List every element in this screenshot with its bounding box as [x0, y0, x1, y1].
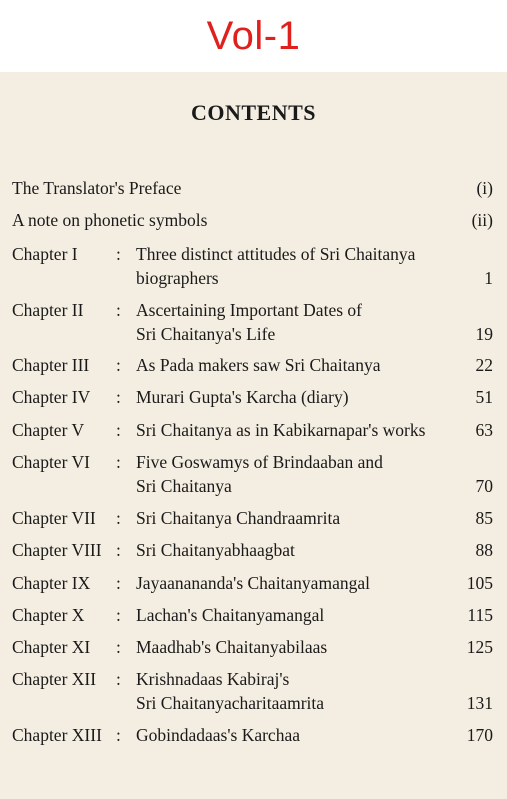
toc-front-matter-row: [12, 176, 493, 200]
toc-separator: :: [116, 508, 121, 528]
toc-chapter-title-line: Jayaanananda's Chaitanyamangal: [136, 573, 370, 593]
toc-separator: :: [116, 540, 121, 560]
toc-chapter-label: Chapter IX: [12, 573, 91, 593]
toc-chapter-title: [136, 450, 383, 498]
toc-separator: :: [116, 452, 121, 472]
toc-chapter-row: [12, 603, 493, 627]
toc-chapter-label: Chapter X: [12, 605, 85, 625]
toc-chapter-row: [12, 506, 493, 530]
toc-page-number: 125: [466, 637, 493, 657]
toc-chapter-title: [136, 667, 324, 715]
toc-separator: :: [116, 387, 121, 407]
toc-chapter-title-line: Sri Chaitanya's Life: [136, 324, 276, 344]
toc-chapter-title: [136, 603, 324, 627]
toc-separator: :: [116, 244, 121, 264]
toc-chapter-row: [12, 353, 493, 377]
toc-chapter-label: Chapter VII: [12, 508, 96, 528]
toc-chapter-title-line: biographers: [136, 268, 219, 288]
toc-chapter-row: [12, 538, 493, 562]
volume-label: Vol-1: [206, 13, 301, 58]
toc-chapter-title: [136, 418, 425, 442]
toc-page-number: 105: [466, 573, 493, 593]
toc-page-number: 88: [475, 540, 493, 560]
toc-front-matter-row: [12, 208, 493, 232]
toc-page-number: 63: [475, 420, 493, 440]
toc-separator: :: [116, 300, 121, 320]
toc-chapter-title-line: Krishnadaas Kabiraj's: [136, 669, 290, 689]
toc-chapter-title-line: Gobindadaas's Karchaa: [136, 725, 300, 745]
toc-chapter-title: [136, 506, 340, 530]
toc-chapter-label: Chapter XI: [12, 637, 91, 657]
toc-page-number: 51: [475, 387, 493, 407]
toc-separator: :: [116, 573, 121, 593]
contents-heading: CONTENTS: [190, 100, 317, 125]
toc-page-number: 131: [466, 693, 493, 713]
toc-page-number: 19: [475, 324, 493, 344]
toc-chapter-title-line: Sri Chaitanyacharitaamrita: [136, 693, 325, 713]
toc-chapter-title-line: Maadhab's Chaitanyabilaas: [136, 637, 328, 657]
toc-separator: :: [116, 605, 121, 625]
toc-chapter-title-line: Sri Chaitanyabhaagbat: [136, 540, 295, 560]
toc-separator: :: [116, 420, 121, 440]
toc-chapter-label: Chapter VI: [12, 452, 90, 472]
toc-chapter-title-line: Sri Chaitanya: [136, 476, 232, 496]
toc-separator: :: [116, 725, 121, 745]
toc-chapter-title: [136, 242, 415, 290]
toc-page-number: (i): [476, 178, 493, 198]
toc-separator: :: [116, 669, 121, 689]
toc-chapter-row: [12, 723, 493, 747]
toc-chapter-title: [136, 538, 295, 562]
toc-chapter-row: [12, 450, 493, 498]
toc-entry-title: The Translator's Preface: [12, 178, 182, 198]
toc-chapter-title-line: Murari Gupta's Karcha (diary): [136, 387, 349, 407]
toc-chapter-title-line: Five Goswamys of Brindaaban and: [136, 452, 383, 472]
toc-chapter-title-line: Lachan's Chaitanyamangal: [136, 605, 325, 625]
toc-entry-title: A note on phonetic symbols: [12, 210, 208, 230]
toc-chapter-label: Chapter I: [12, 244, 78, 264]
toc-page-number: 1: [484, 268, 493, 288]
toc-chapter-title: [136, 635, 327, 659]
toc-chapter-row: [12, 298, 493, 346]
toc-chapter-title-line: Three distinct attitudes of Sri Chaitanya: [136, 244, 416, 264]
toc-chapter-row: [12, 385, 493, 409]
toc-chapter-label: Chapter XII: [12, 669, 97, 689]
toc-chapter-label: Chapter III: [12, 355, 90, 375]
toc-chapter-row: [12, 418, 493, 442]
toc-chapter-title: [136, 353, 380, 377]
toc-chapter-row: [12, 667, 493, 715]
toc-separator: :: [116, 637, 121, 657]
toc-chapter-title: [136, 723, 300, 747]
contents-page: [0, 72, 507, 799]
toc-chapter-title-line: Sri Chaitanya Chandraamrita: [136, 508, 341, 528]
toc-chapter-row: [12, 635, 493, 659]
toc-chapter-title-line: Sri Chaitanya as in Kabikarnapar's works: [136, 420, 426, 440]
toc-chapter-row: [12, 571, 493, 595]
toc-chapter-label: Chapter IV: [12, 387, 91, 407]
toc-page-number: 115: [467, 605, 493, 625]
toc-chapter-title: [136, 298, 362, 346]
toc-chapter-title-line: Ascertaining Important Dates of: [136, 300, 362, 320]
toc-page-number: 85: [475, 508, 493, 528]
toc-chapter-label: Chapter V: [12, 420, 85, 440]
toc-page-number: 70: [475, 476, 493, 496]
toc-page-number: 170: [466, 725, 493, 745]
toc-page-number: (ii): [471, 210, 493, 230]
toc-chapter-row: [12, 242, 493, 290]
toc-separator: :: [116, 355, 121, 375]
toc-chapter-label: Chapter XIII: [12, 725, 102, 745]
toc-chapter-title: [136, 571, 370, 595]
toc-chapter-title: [136, 385, 349, 409]
toc-chapter-label: Chapter VIII: [12, 540, 102, 560]
toc-page-number: 22: [475, 355, 493, 375]
toc-chapter-label: Chapter II: [12, 300, 84, 320]
toc-chapter-title-line: As Pada makers saw Sri Chaitanya: [136, 355, 381, 375]
